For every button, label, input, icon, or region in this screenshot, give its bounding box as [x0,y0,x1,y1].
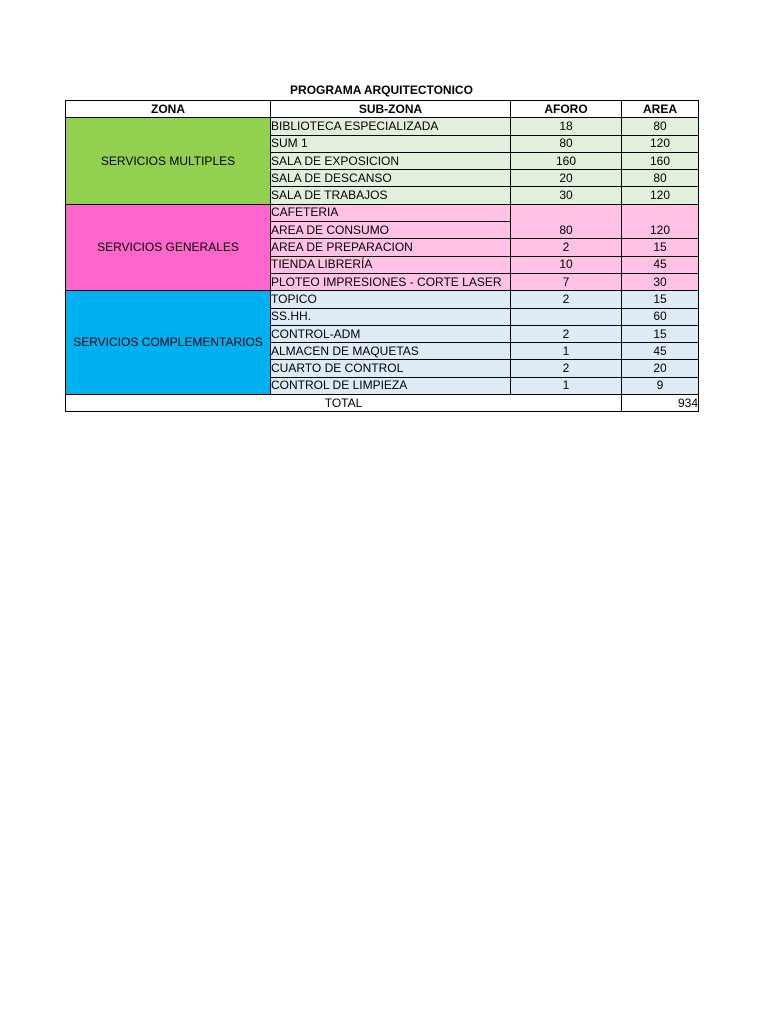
subzone-cell: AREA DE CONSUMO [271,222,511,239]
total-row [66,395,699,412]
area-cell: 15 [622,239,699,256]
area-cell: 30 [622,273,699,290]
area-cell: 45 [622,343,699,360]
aforo-cell [511,308,622,325]
subzone-cell: SS.HH. [271,308,511,325]
area-cell: 15 [622,291,699,308]
aforo-cell: 10 [511,256,622,273]
subzone-cell: TIENDA LIBRERÍA [271,256,511,273]
area-cell: 120 [622,187,699,204]
aforo-cell: 18 [511,118,622,135]
subzone-cell: AREA DE PREPARACION [271,239,511,256]
subzone-cell: SUM 1 [271,135,511,152]
zone-servicios-generales: SERVICIOS GENERALES [66,204,271,290]
table-row [66,118,699,135]
aforo-cell: 2 [511,360,622,377]
header-aforo: AFORO [511,101,622,118]
aforo-cell: 7 [511,273,622,290]
zone-servicios-multiples: SERVICIOS MULTIPLES [66,118,271,204]
area-cell: 60 [622,308,699,325]
area-cell: 160 [622,152,699,169]
subzone-cell: BIBLIOTECA ESPECIALIZADA [271,118,511,135]
area-cell: 80 [622,170,699,187]
subzone-cell: SALA DE DESCANSO [271,170,511,187]
area-cell: 9 [622,377,699,394]
subzone-cell: ALMACEN DE MAQUETAS [271,343,511,360]
subzone-cell: CUARTO DE CONTROL [271,360,511,377]
aforo-cell: 2 [511,291,622,308]
document-title: PROGRAMA ARQUITECTONICO [290,83,473,97]
subzone-cell: SALA DE TRABAJOS [271,187,511,204]
total-value: 934 [622,395,699,412]
area-cell: 45 [622,256,699,273]
total-label: TOTAL [66,395,622,412]
zone-servicios-complementarios: SERVICIOS COMPLEMENTARIOS [66,291,271,395]
subzone-cell: TOPICO [271,291,511,308]
aforo-cell: 2 [511,239,622,256]
aforo-cell: 30 [511,187,622,204]
aforo-cell: 80 [511,204,622,239]
header-zona: ZONA [66,101,271,118]
aforo-cell: 1 [511,377,622,394]
area-cell: 80 [622,118,699,135]
header-subzona: SUB-ZONA [271,101,511,118]
subzone-cell: SALA DE EXPOSICION [271,152,511,169]
program-table [65,100,699,412]
aforo-cell: 20 [511,170,622,187]
header-area: AREA [622,101,699,118]
subzone-cell: CONTROL-ADM [271,325,511,342]
aforo-cell: 2 [511,325,622,342]
aforo-cell: 1 [511,343,622,360]
subzone-cell: CAFETERIA [271,204,511,221]
subzone-cell: PLOTEO IMPRESIONES - CORTE LASER [271,273,511,290]
area-cell: 120 [622,135,699,152]
table-row [66,291,699,308]
header-row [66,101,699,118]
area-cell: 20 [622,360,699,377]
aforo-cell: 160 [511,152,622,169]
area-cell: 15 [622,325,699,342]
subzone-cell: CONTROL DE LIMPIEZA [271,377,511,394]
table-row [66,204,699,221]
aforo-cell: 80 [511,135,622,152]
area-cell: 120 [622,204,699,239]
